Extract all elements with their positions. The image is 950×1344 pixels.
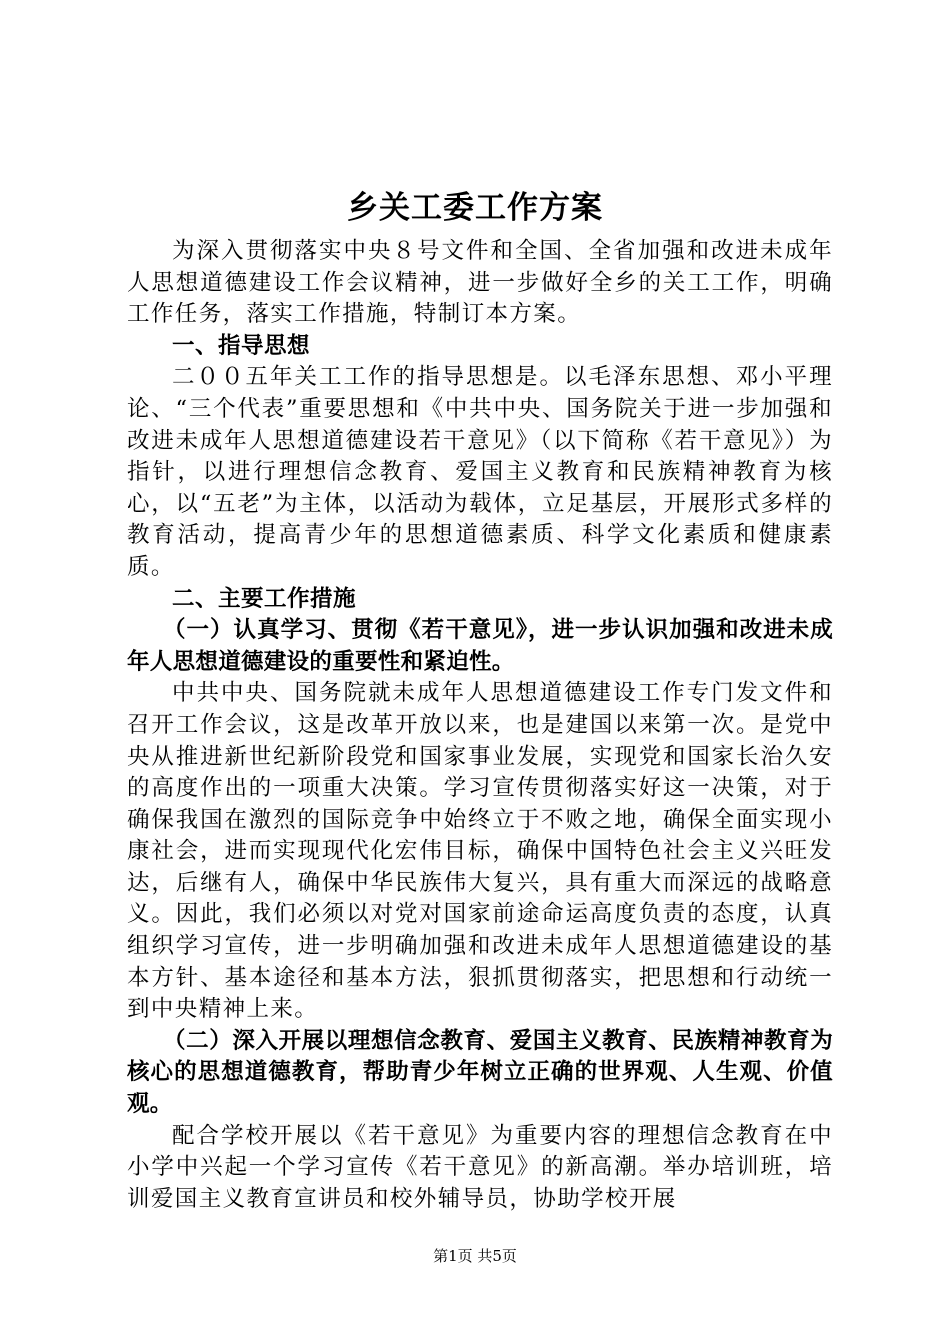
intro-paragraph: 为深入贯彻落实中央８号文件和全国、全省加强和改进未成年人思想道德建设工作会议精神，进一步做好全乡的关工工作，明确工作任务，落实工作措施，特制订本方案。 xyxy=(127,238,833,328)
section-heading-guiding-ideology: 一、指导思想 xyxy=(172,332,311,359)
document-body xyxy=(127,236,833,1215)
subsection-1-paragraph: 中共中央、国务院就未成年人思想道德建设工作专门发文件和召开工作会议，这是改革开放以来，也是建国以来第一次。是党中央从推进新世纪新阶段党和国家事业发展，实现党和国家长治久安的高度作出的一项重大决策。学习宣传贯彻落实好这一决策，对于确保我国在激烈的国际竞争中始终立于不败之地，确保全面实现小康社会，进而实现现代化宏伟目标，确保中国特色社会主义兴旺发达，后继有人，确保中华民族伟大复兴，具有重大而深远的战略意义。因此，我们必须以对党对国家前途命运高度负责的态度，认真组织学习宣传，进一步明确加强和改进未成年人思想道德建设的基本方针、基本途径和基本方法，狠抓贯彻落实，把思想和行动统一到中央精神上来。 xyxy=(127,680,833,1023)
subsection-heading-2: （二）深入开展以理想信念教育、爱国主义教育、民族精神教育为核心的思想道德教育，帮助青少年树立正确的世界观、人生观、价值观。 xyxy=(127,1027,833,1118)
document-title: 乡关工委工作方案 xyxy=(347,190,603,226)
subsection-2-paragraph: 配合学校开展以《若干意见》为重要内容的理想信念教育在中小学中兴起一个学习宣传《若干意见》的新高潮。举办培训班，培训爱国主义教育宣讲员和校外辅导员，协助学校开展 xyxy=(127,1122,833,1212)
subsection-heading-1: （一）认真学习、贯彻《若干意见》，进一步认识加强和改进未成年人思想道德建设的重要性和紧迫性。 xyxy=(127,617,833,675)
guiding-ideology-paragraph: 二００五年关工工作的指导思想是。以毛泽东思想、邓小平理论、“三个代表”重要思想和《中共中央、国务院关于进一步加强和改进未成年人思想道德建设若干意见》（以下简称《若干意见》）为指针，以进行理想信念教育、爱国主义教育和民族精神教育为核心，以“五老”为主体，以活动为载体，立足基层，开展形式多样的教育活动，提高青少年的思想道德素质、科学文化素质和健康素质。 xyxy=(127,364,833,580)
page-number-footer: 第1页 共5页 xyxy=(433,1247,517,1265)
section-heading-main-measures: 二、主要工作措施 xyxy=(172,585,357,612)
